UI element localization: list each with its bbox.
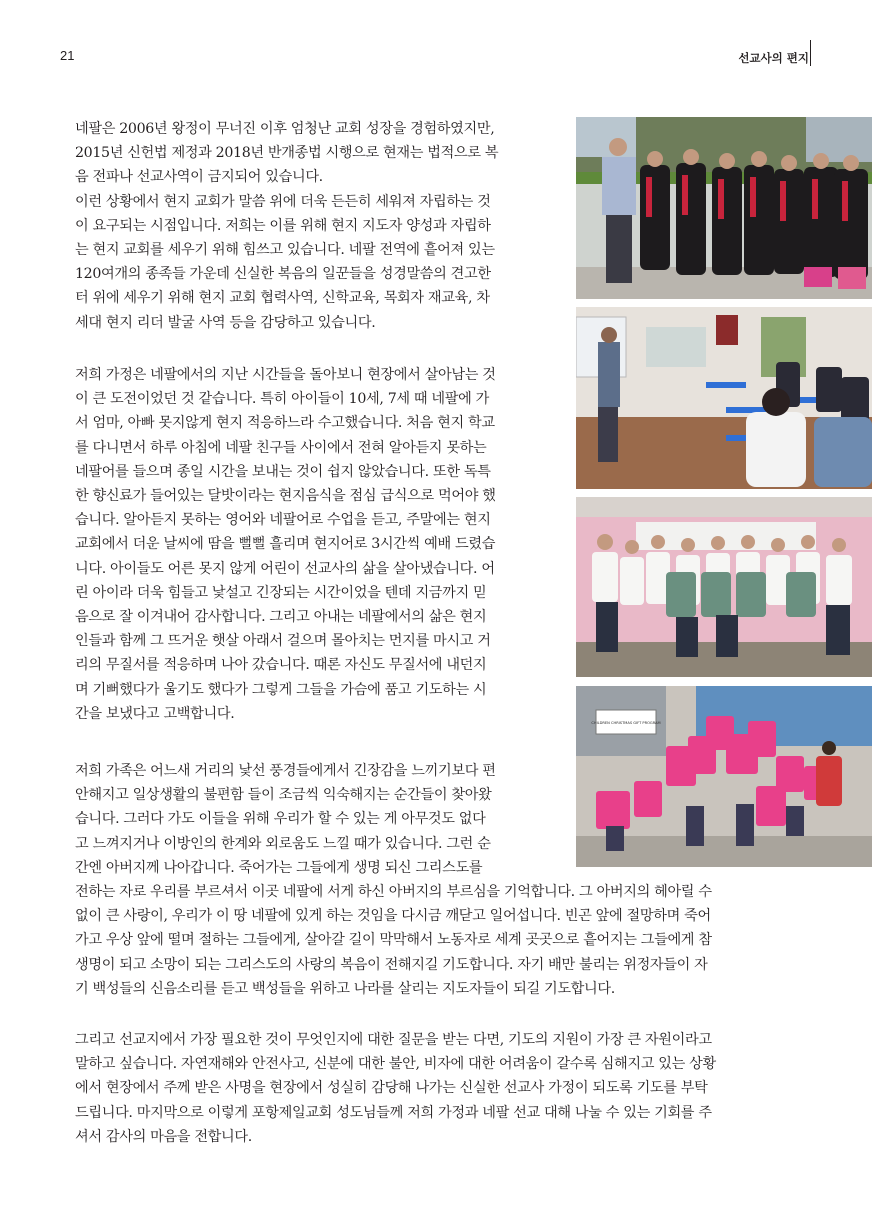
text-line: 2015년 신헌법 제정과 2018년 반개종법 시행으로 현재는 법적으로 복 — [75, 145, 499, 162]
text-line: 리의 무질서를 적응하며 나아 갔습니다. 때론 자신도 무질서에 내던지 — [75, 657, 487, 674]
text-line: 세대 현지 리더 발굴 사역 등을 감당하고 있습니다. — [75, 314, 376, 331]
text-line: 고 느껴지거나 이방인의 한계와 외로움도 느낄 때가 있습니다. 그런 순 — [75, 835, 491, 852]
text-line: 셔서 감사의 마음을 전합니다. — [75, 1128, 252, 1145]
text-line: 는 현지 교회를 세우기 위해 힘쓰고 있습니다. 네팔 전역에 흩어져 있는 — [75, 242, 495, 259]
text-line: 네팔은 2006년 왕정이 무너진 이후 엄청난 교회 성장을 경험하였지만, — [75, 121, 495, 137]
text-line: 이런 상황에서 현지 교회가 말씀 위에 더욱 든든히 세워져 자립하는 것 — [75, 193, 491, 210]
text-line: 간을 보냈다고 고백합니다. — [75, 705, 235, 722]
text-line: 며 기뻐했다가 울기도 했다가 그렇게 그들을 가슴에 품고 기도하는 시 — [75, 681, 487, 698]
text-line: 생명이 되고 소망이 되는 그리스도의 사랑의 복음이 전해지길 기도합니다. 자기 배만 불리는 위정자들이 자 — [75, 956, 708, 973]
text-line: 없이 큰 사랑이, 우리가 이 땅 네팔에 있게 하는 것임을 다시금 깨닫고 일어섭니다. 빈곤 앞에 절망하며 죽어 — [75, 908, 711, 925]
text-line: 교회에서 더운 날씨에 땀을 뻘뻘 흘리며 현지어로 3시간씩 예배 드렸습 — [75, 536, 496, 553]
photo-children-gifts — [576, 686, 872, 867]
text-line: 린 아이라 더욱 힘들고 낯설고 긴장되는 시간이었을 텐데 지금까지 믿 — [75, 584, 487, 601]
text-line: 드립니다. 마지막으로 이렇게 포항제일교회 성도님들께 저희 가정과 네팔 선교 대해 나눌 수 있는 기회를 주 — [75, 1104, 712, 1121]
page-number: 21 — [60, 48, 75, 63]
text-line: 를 다니면서 하루 아침에 네팔 친구들 사이에서 전혀 알아듣지 못하는 — [75, 439, 487, 456]
header-divider — [810, 40, 811, 66]
paragraph-2 — [75, 363, 496, 726]
text-line: 가고 우상 앞에 떨며 절하는 그들에게, 살아갈 길이 막막해서 노동자로 세계 곳곳으로 흩어지는 그들에게 참 — [75, 932, 712, 949]
text-line: 터 위에 세우기 위해 현지 교회 협력사역, 신학교육, 목회자 재교육, 차 — [75, 290, 490, 307]
text-line: 간엔 아버지께 나아갑니다. 죽어가는 그들에게 생명 되신 그리스도를 — [75, 859, 483, 876]
text-line: 이 요구되는 시점입니다. 저희는 이를 위해 현지 지도자 양성과 자립하 — [75, 217, 491, 234]
photo-graduation-group — [576, 117, 872, 299]
text-line: 그리고 선교지에서 가장 필요한 것이 무엇인지에 대한 질문을 받는 다면, 기도의 지원이 가장 큰 자원이라고 — [75, 1032, 712, 1048]
text-line: 전하는 자로 우리를 부르셔서 이곳 네팔에 서게 하신 아버지의 부르심을 기억합니다. 그 아버지의 헤아릴 수 — [75, 884, 712, 901]
text-line: 니다. 아이들도 어른 못지 않게 어린이 선교사의 삶을 살아냈습니다. 어 — [75, 560, 495, 577]
photo-group-with-books — [576, 497, 872, 677]
text-line: 저희 가족은 어느새 거리의 낯선 풍경들에게서 긴장감을 느끼기보다 편 — [75, 763, 496, 779]
text-line: 안해지고 일상생활의 불편함 들이 조금씩 익숙해지는 순간들이 찾아왔 — [75, 787, 492, 804]
section-title: 선교사의 편지 — [738, 51, 809, 65]
paragraph-4 — [75, 1028, 716, 1149]
text-line: 서 엄마, 아빠 못지않게 현지 적응하느라 수고했습니다. 처음 현지 학교 — [75, 415, 495, 432]
text-line: 네팔어를 들으며 종일 시간을 보내는 것이 쉽지 않았습니다. 또한 독특 — [75, 463, 491, 480]
text-line: 기 백성들의 신음소리를 듣고 백성들을 위하고 나라를 살리는 지도자들이 되길 기도합니다. — [75, 980, 615, 997]
text-line: 한 향신료가 들어있는 달밧이라는 현지음식을 점심 급식으로 먹어야 했 — [75, 488, 496, 505]
text-line: 음으로 잘 이겨내어 감사합니다. 그리고 아내는 네팔에서의 삶은 현지 — [75, 609, 487, 626]
gift-banner-text: CHILDREN CHRISTMAS GIFT PROGRAM — [591, 721, 661, 725]
text-line: 120여개의 종족들 가운데 신실한 복음의 일꾼들을 성경말씀의 견고한 — [75, 266, 491, 283]
photo-classroom — [576, 307, 872, 489]
paragraph-1 — [75, 117, 498, 335]
text-line: 음 전파나 선교사역이 금지되어 있습니다. — [75, 169, 323, 186]
text-line: 습니다. 알아듣지 못하는 영어와 네팔어로 수업을 듣고, 주말에는 현지 — [75, 512, 491, 529]
text-line: 말하고 싶습니다. 자연재해와 안전사고, 신분에 대한 불안, 비자에 대한 어려움이 갈수록 심해지고 있는 상황 — [75, 1056, 716, 1073]
text-line: 이 큰 도전이었던 것 같습니다. 특히 아이들이 10세, 7세 때 네팔에 가 — [75, 391, 489, 408]
text-line: 에서 현장에서 주께 받은 사명을 현장에서 성실히 감당해 나가는 신실한 선교사 가정이 되도록 기도를 부탁 — [75, 1080, 708, 1097]
text-line: 인들과 함께 그 뜨거운 햇살 아래서 걸으며 몰아치는 먼지를 마시고 거 — [75, 633, 491, 650]
text-line: 저희 가정은 네팔에서의 지난 시간들을 돌아보니 현장에서 살아남는 것 — [75, 367, 496, 383]
text-line: 습니다. 그러다 가도 이들을 위해 우리가 할 수 있는 게 아무것도 없다 — [75, 811, 486, 828]
